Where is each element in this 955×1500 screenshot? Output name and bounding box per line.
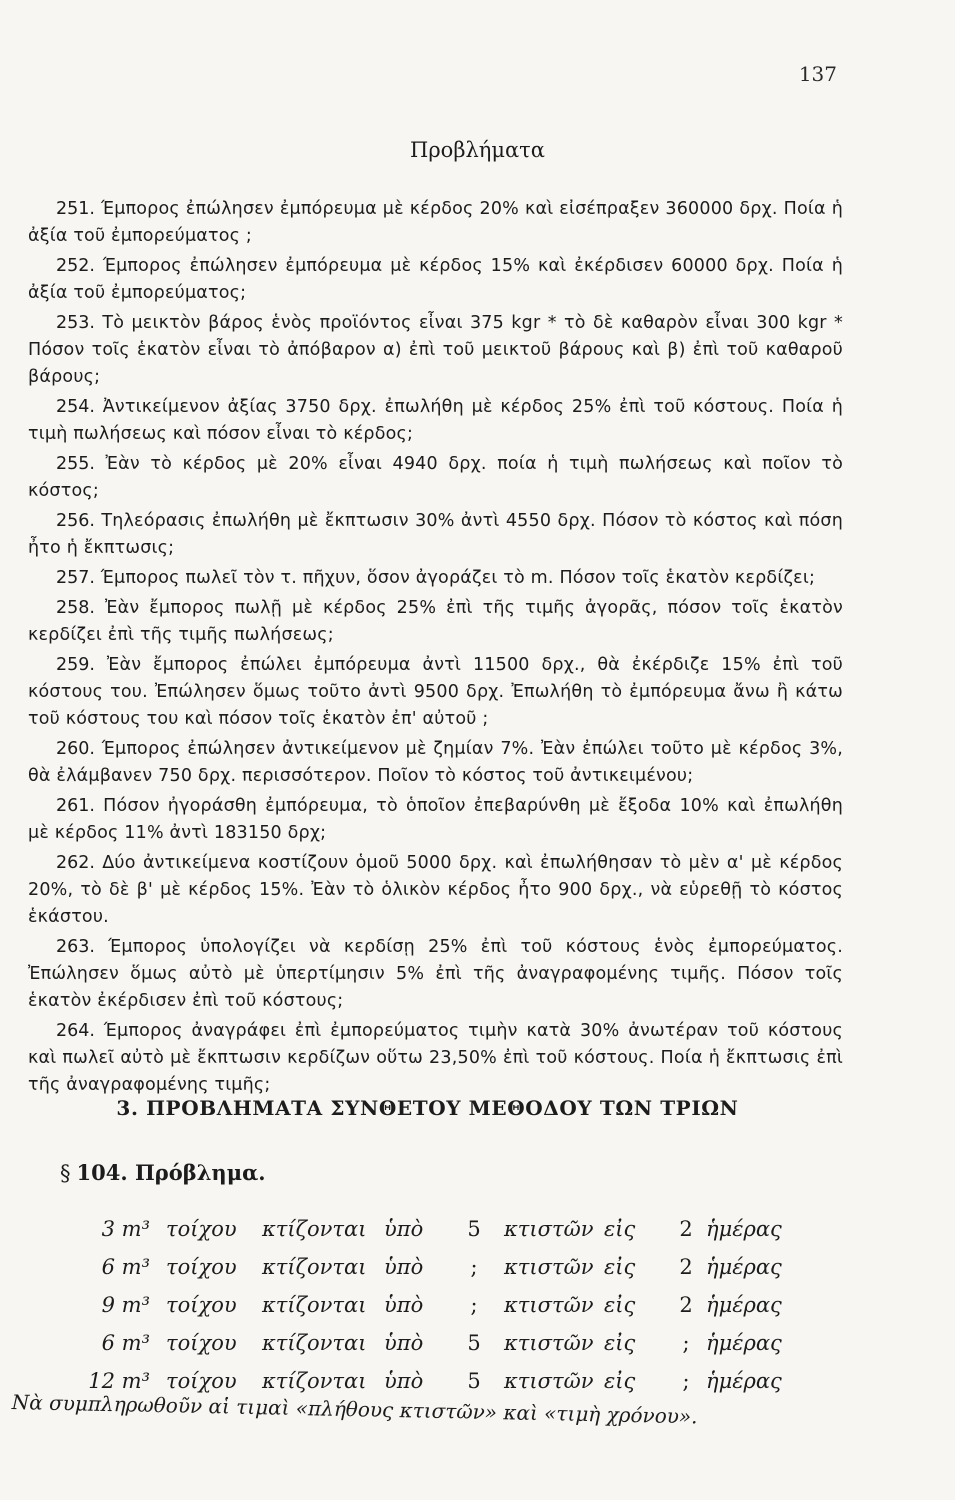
problem-item: [28, 850, 843, 931]
days-cell: ;: [682, 1331, 690, 1355]
paragraph-title: [60, 1160, 266, 1185]
days-cell: 2: [679, 1255, 693, 1279]
volume-cell: 12 m³: [88, 1369, 150, 1393]
table-row: [60, 1324, 796, 1362]
problem-number: 260.: [56, 739, 95, 759]
workers-cell: 5: [467, 1217, 481, 1241]
problem-item: [28, 253, 843, 307]
problem-number: 253.: [56, 313, 95, 333]
problem-number: 252.: [56, 256, 95, 276]
problem-text: Έμπορος πωλεῖ τὸν τ. πῆχυν, ὅσον ἀγοράζει τὸ m. Πόσον τοῖς ἑκατὸν κερδίζει;: [100, 568, 816, 588]
problem-item: [28, 508, 843, 562]
workers-cell: ;: [470, 1255, 478, 1279]
problem-text: Ἐὰν τὸ κέρδος μὲ 20% εἶναι 4940 δρχ. ποία ἡ τιμὴ πωλήσεως καὶ ποῖον τὸ κόστος;: [28, 454, 843, 501]
problem-text: Έμπορος ἀναγράφει ἐπὶ ἐμπορεύματος τιμὴν κατὰ 30% ἀνωτέραν τοῦ κόστους καὶ πωλεῖ αὐτὸ μὲ ἔκπτωσιν κερδίζων οὕτω 23,50% ἐπὶ τοῦ κόστους. Ποία ἡ ἔκπτωσις ἐπὶ τῆς ἀναγραφομένης τιμῆς;: [28, 1021, 844, 1095]
problem-item: [28, 736, 843, 790]
problem-text: Ἀντικείμενον ἀξίας 3750 δρχ. ἐπωλήθη μὲ κέρδος 25% ἐπὶ τοῦ κόστους. Ποία ἡ τιμὴ πωλήσεως καὶ πόσον εἶναι τὸ κέρδος;: [28, 397, 844, 444]
agent-cell: κτιστῶν: [504, 1369, 594, 1393]
problem-item: [28, 565, 843, 592]
preposition-cell: ὑπὸ: [384, 1255, 424, 1279]
workers-cell: ;: [470, 1293, 478, 1317]
problem-text: Έμπορος ἐπώλησεν ἀντικείμενον μὲ ζημίαν 7%. Ἐὰν ἐπώλει τοῦτο μὲ κέρδος 3%, θὰ ἐλάμβανεν 750 δρχ. περισσότερον. Ποῖον τὸ κόστος τοῦ ἀντικειμένου;: [28, 739, 843, 786]
workers-cell: 5: [467, 1331, 481, 1355]
noun-cell: τοίχου: [166, 1217, 237, 1241]
problem-text: Δύο ἀντικείμενα κοστίζουν ὁμοῦ 5000 δρχ. καὶ ἐπωλήθησαν τὸ μὲν α' μὲ κέρδος 20%, τὸ δὲ β' μὲ κέρδος 15%. Ἐὰν τὸ ὁλικὸν κέρδος ἦτο 900 δρχ., νὰ εὑρεθῇ τὸ κόστος ἑκάστου.: [28, 853, 843, 927]
problem-number: 258.: [56, 598, 95, 618]
days-cell: 2: [679, 1293, 693, 1317]
problem-number: 261.: [56, 796, 95, 816]
volume-cell: 3 m³: [101, 1217, 150, 1241]
unit-cell: ἡμέρας: [706, 1369, 782, 1393]
problem-item: [28, 652, 843, 733]
preposition-cell: ὑπὸ: [384, 1369, 424, 1393]
agent-cell: κτιστῶν: [504, 1217, 594, 1241]
problem-text: Τὸ μεικτὸν βάρος ἑνὸς προϊόντος εἶναι 375 kgr * τὸ δὲ καθαρὸν εἶναι 300 kgr * Πόσον τοῖς ἑκατὸν εἶναι τὸ ἀπόβαρον α) ἐπὶ τοῦ μεικτοῦ βάρους καὶ β) ἐπὶ τοῦ καθαροῦ βάρους;: [28, 313, 843, 387]
problem-number: 264.: [56, 1021, 95, 1041]
noun-cell: τοίχου: [166, 1293, 237, 1317]
table-row: [60, 1248, 796, 1286]
preposition-cell: ὑπὸ: [384, 1293, 424, 1317]
problem-text: Τηλεόρασις ἐπωλήθη μὲ ἔκπτωσιν 30% ἀντὶ 4550 δρχ. Πόσον τὸ κόστος καὶ πόση ἦτο ἡ ἔκπτωσις;: [28, 511, 843, 558]
preposition-cell: εἰς: [604, 1293, 636, 1317]
problem-text: Έμπορος ἐπώλησεν ἐμπόρευμα μὲ κέρδος 15% καὶ ἐκέρδισεν 60000 δρχ. Ποία ἡ ἀξία τοῦ ἐμπορεύματος;: [28, 256, 843, 303]
problem-item: [28, 793, 843, 847]
problem-item: [28, 310, 843, 391]
table-row: [60, 1286, 796, 1324]
verb-cell: κτίζονται: [262, 1369, 367, 1393]
problem-number: 259.: [56, 655, 95, 675]
verb-cell: κτίζονται: [262, 1331, 367, 1355]
preposition-cell: εἰς: [604, 1217, 636, 1241]
noun-cell: τοίχου: [166, 1331, 237, 1355]
volume-cell: 9 m³: [101, 1293, 150, 1317]
preposition-cell: εἰς: [604, 1331, 636, 1355]
verb-cell: κτίζονται: [262, 1255, 367, 1279]
problem-item: [28, 595, 843, 649]
paragraph-label: 104. Πρόβλημα.: [76, 1160, 266, 1185]
problem-number: 257.: [56, 568, 95, 588]
table-row: [60, 1210, 796, 1248]
agent-cell: κτιστῶν: [504, 1331, 594, 1355]
unit-cell: ἡμέρας: [706, 1255, 782, 1279]
problem-list: [28, 196, 843, 1099]
section-title: 3. ΠΡΟΒΛΗΜΑΤΑ ΣΥΝΘΕΤΟΥ ΜΕΘΟΔΟΥ ΤΩΝ ΤΡΙΩΝ: [116, 1096, 739, 1120]
preposition-cell: εἰς: [604, 1369, 636, 1393]
problem-item: [28, 196, 843, 250]
verb-cell: κτίζονται: [262, 1293, 367, 1317]
problem-number: 255.: [56, 454, 95, 474]
agent-cell: κτιστῶν: [504, 1293, 594, 1317]
problem-item: [28, 451, 843, 505]
problem-text: Ἐὰν ἔμπορος ἐπώλει ἐμπόρευμα ἀντὶ 11500 δρχ., θὰ ἐκέρδιζε 15% ἐπὶ τοῦ κόστους του. Ἐπώλησεν ὅμως τοῦτο ἀντὶ 9500 δρχ. Ἐπωλήθη τὸ ἐμπόρευμα ἄνω ἢ κάτω τοῦ κόστους του καὶ πόσον τοῖς ἑκατὸν ἐπ' αὐτοῦ ;: [28, 655, 843, 729]
workers-cell: 5: [467, 1369, 481, 1393]
problem-number: 263.: [56, 937, 95, 957]
noun-cell: τοίχου: [166, 1255, 237, 1279]
preposition-cell: ὑπὸ: [384, 1331, 424, 1355]
volume-cell: 6 m³: [101, 1255, 150, 1279]
problem-number: 251.: [56, 199, 95, 219]
problem-text: Έμπορος ἐπώλησεν ἐμπόρευμα μὲ κέρδος 20% καὶ εἰσέπραξεν 360000 δρχ. Ποία ἡ ἀξία τοῦ ἐμπορεύματος ;: [28, 199, 843, 246]
problem-table: [60, 1210, 796, 1400]
volume-cell: 6 m³: [101, 1331, 150, 1355]
agent-cell: κτιστῶν: [504, 1255, 594, 1279]
unit-cell: ἡμέρας: [706, 1293, 782, 1317]
days-cell: ;: [682, 1369, 690, 1393]
noun-cell: τοίχου: [166, 1369, 237, 1393]
problem-text: Πόσον ἠγοράσθη ἐμπόρευμα, τὸ ὁποῖον ἐπεβαρύνθη μὲ ἔξοδα 10% καὶ ἐπωλήθη μὲ κέρδος 11% ἀντὶ 183150 δρχ;: [28, 796, 843, 843]
problem-number: 262.: [56, 853, 95, 873]
problem-number: 256.: [56, 511, 95, 531]
problem-item: [28, 934, 843, 1015]
preposition-cell: εἰς: [604, 1255, 636, 1279]
problem-item: [28, 1018, 843, 1099]
problem-item: [28, 394, 843, 448]
page-heading: Προβλήματα: [410, 138, 545, 162]
preposition-cell: ὑπὸ: [384, 1217, 424, 1241]
problem-text: Ἐὰν ἔμπορος πωλῇ μὲ κέρδος 25% ἐπὶ τῆς τιμῆς ἀγορᾶς, πόσον τοῖς ἑκατὸν κερδίζει ἐπὶ τῆς τιμῆς πωλήσεως;: [28, 598, 844, 645]
unit-cell: ἡμέρας: [706, 1331, 782, 1355]
instruction-text: Νὰ συμπληρωθοῦν αἱ τιμαὶ «πλήθους κτιστῶν» καὶ «τιμὴ χρόνου».: [11, 1390, 698, 1429]
section-mark: §: [60, 1161, 71, 1185]
problem-number: 254.: [56, 397, 95, 417]
days-cell: 2: [679, 1217, 693, 1241]
unit-cell: ἡμέρας: [706, 1217, 782, 1241]
problem-text: Έμπορος ὑπολογίζει νὰ κερδίσῃ 25% ἐπὶ τοῦ κόστους ἑνὸς ἐμπορεύματος. Ἐπώλησεν ὅμως αὐτὸ μὲ ὑπερτίμησιν 5% ἐπὶ τῆς ἀναγραφομένης τιμῆς. Πόσον τοῖς ἑκατὸν ἐκέρδισεν ἐπὶ τοῦ κόστους;: [28, 937, 844, 1011]
page-number: 137: [798, 62, 837, 86]
verb-cell: κτίζονται: [262, 1217, 367, 1241]
